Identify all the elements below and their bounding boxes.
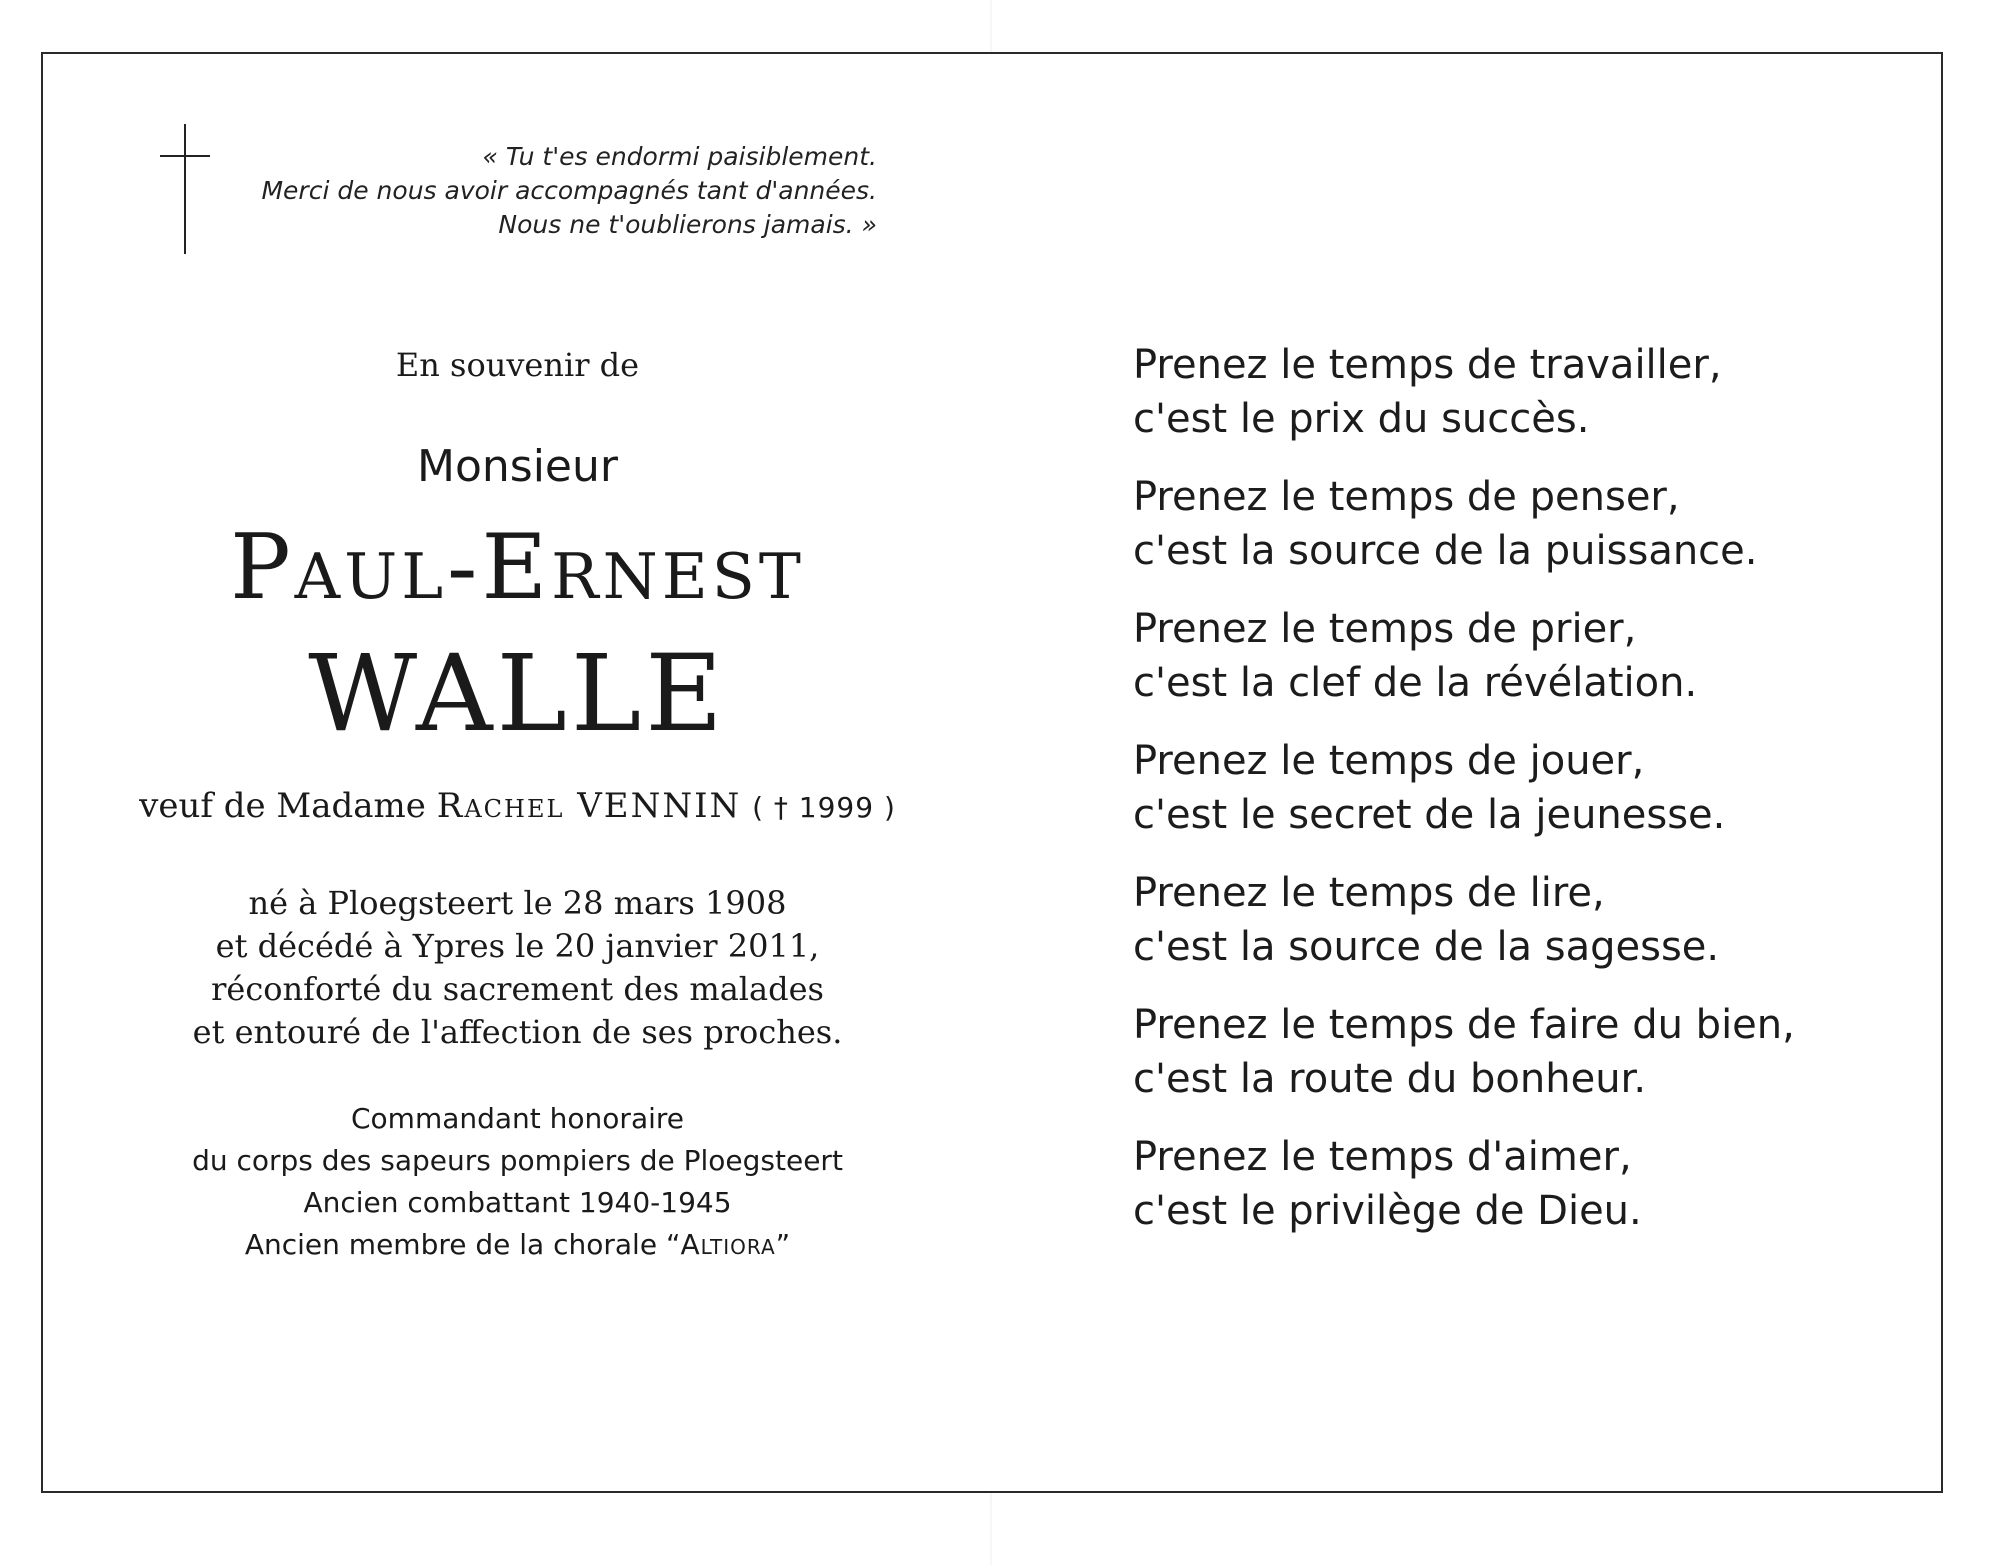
poem-line: c'est le privilège de Dieu. (1133, 1188, 1642, 1234)
poem-line: Prenez le temps de faire du bien, (1133, 1002, 1795, 1048)
poem-line: c'est le prix du succès. (1133, 396, 1590, 442)
bio-line: né à Ploegsteert le 28 mars 1908 (248, 884, 787, 922)
bio-line: et entouré de l'affection de ses proches. (192, 1013, 843, 1051)
choir-name: Altiora (680, 1228, 776, 1261)
spouse-death-year: ( † 1999 ) (752, 791, 896, 824)
intro-text: En souvenir de (395, 346, 640, 384)
poem-line: Prenez le temps de prier, (1133, 606, 1637, 652)
poem-stanza (1133, 734, 1893, 842)
title-line: Commandant honoraire (350, 1102, 685, 1135)
deceased-first-name: Paul-Ernest (230, 515, 805, 620)
poem-line: Prenez le temps de penser, (1133, 474, 1680, 520)
poem-stanza (1133, 866, 1893, 974)
choir-prefix: Ancien membre de la chorale “ (244, 1228, 681, 1261)
poem (1133, 338, 1893, 1262)
epitaph-quote (261, 140, 877, 242)
poem-stanza (1133, 338, 1893, 446)
quote-line: « Tu t'es endormi paisiblement. (482, 142, 877, 171)
poem-stanza (1133, 1130, 1893, 1238)
poem-stanza (1133, 602, 1893, 710)
widower-prefix: veuf de Madame (139, 786, 426, 826)
poem-line: c'est la clef de la révélation. (1133, 660, 1698, 706)
honorary-titles (100, 1098, 935, 1266)
choir-line (100, 1224, 935, 1266)
bio-line: et décédé à Ypres le 20 janvier 2011, (215, 927, 820, 965)
bio-line: réconforté du sacrement des malades (211, 970, 824, 1008)
title-line: du corps des sapeurs pompiers de Ploegsteert (192, 1144, 843, 1177)
poem-line: Prenez le temps d'aimer, (1133, 1134, 1632, 1180)
quote-line: Merci de nous avoir accompagnés tant d'années. (261, 176, 877, 205)
choir-suffix: ” (775, 1228, 791, 1261)
poem-line: c'est la source de la puissance. (1133, 528, 1758, 574)
widower-line (100, 784, 935, 830)
poem-line: Prenez le temps de lire, (1133, 870, 1605, 916)
poem-line: Prenez le temps de jouer, (1133, 738, 1645, 784)
poem-line: c'est le secret de la jeunesse. (1133, 792, 1726, 838)
poem-line: c'est la route du bonheur. (1133, 1056, 1647, 1102)
biography (100, 882, 935, 1054)
quote-line: Nous ne t'oublierons jamais. » (498, 210, 877, 239)
poem-line: c'est la source de la sagesse. (1133, 924, 1720, 970)
poem-stanza (1133, 998, 1893, 1106)
poem-stanza (1133, 470, 1893, 578)
spouse-name: Rachel VENNIN (436, 786, 742, 826)
title-line: Ancien combattant 1940-1945 (303, 1186, 732, 1219)
deceased-last-name: WALLE (308, 632, 727, 755)
poem-line: Prenez le temps de travailler, (1133, 342, 1722, 388)
cross-icon (160, 124, 210, 254)
honorific: Monsieur (417, 441, 618, 492)
